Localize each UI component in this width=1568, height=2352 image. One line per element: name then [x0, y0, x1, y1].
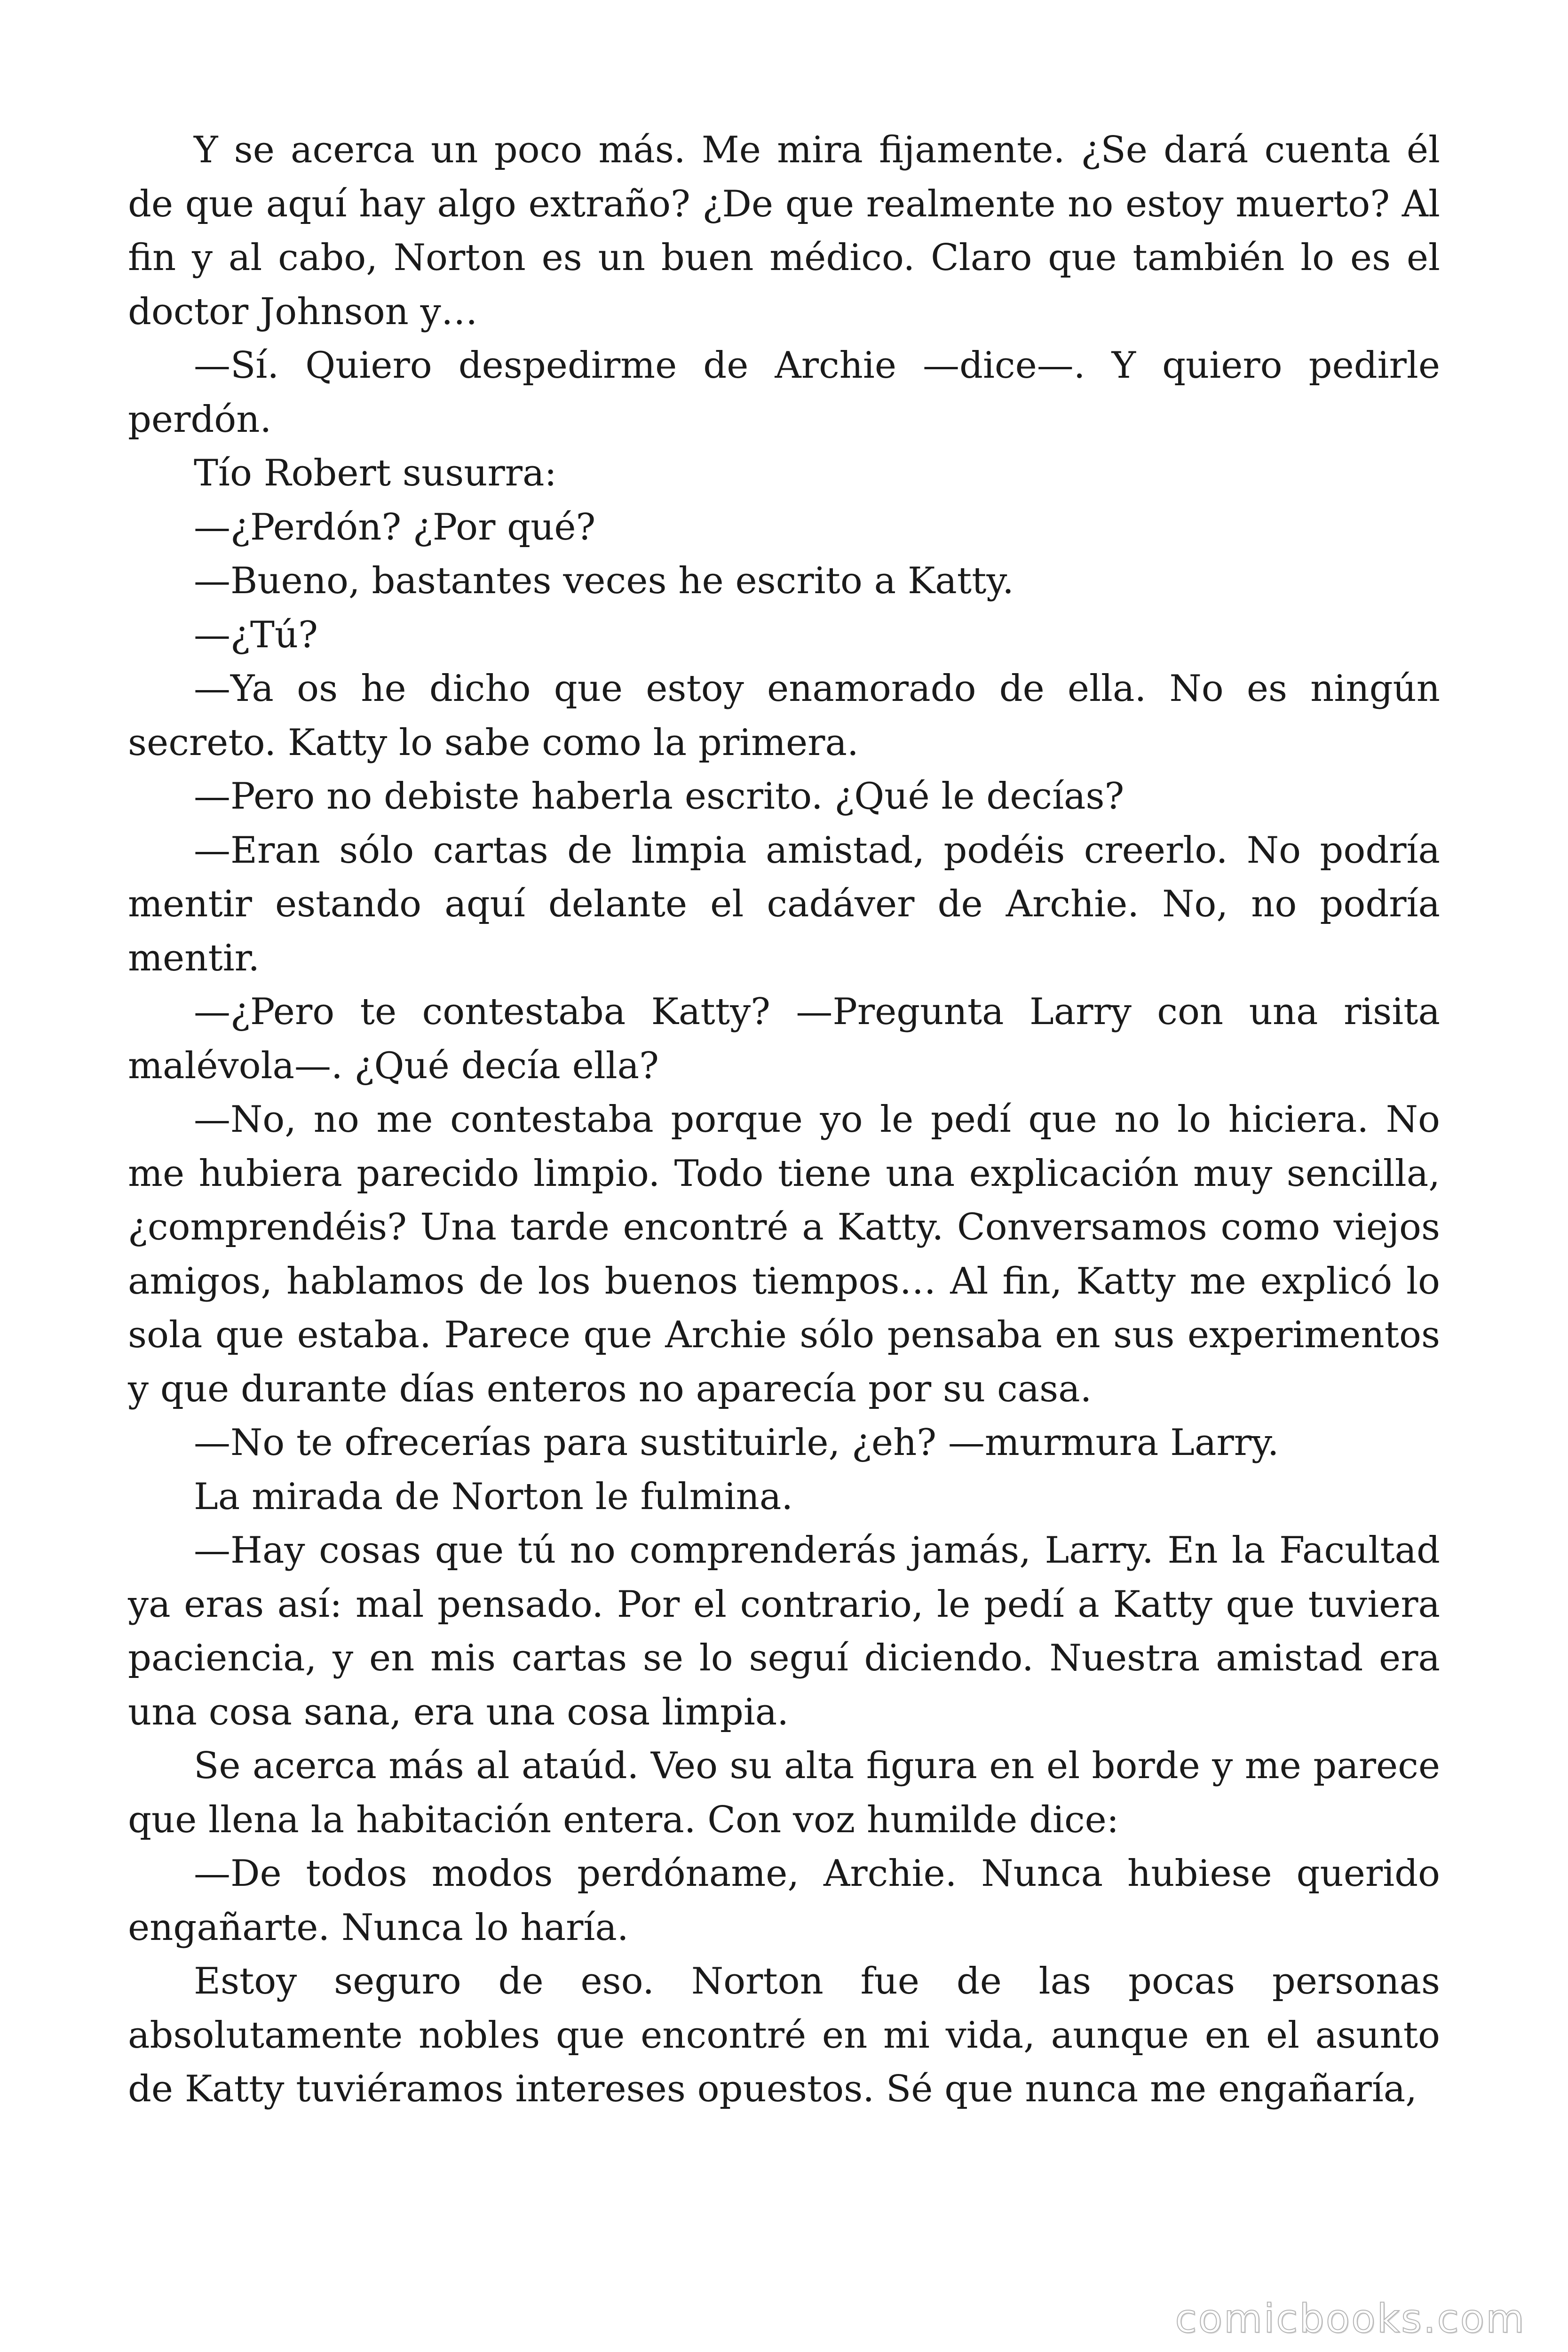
paragraph-5: —Bueno, bastantes veces he escrito a Katty.	[194, 560, 1014, 602]
paragraph-6: —¿Tú?	[194, 613, 318, 656]
paragraph-11: —No, no me contestaba porque yo le pedí que no lo hiciera. No me hubiera parecido limpio. Todo tiene una explicación muy sencilla, ¿comprendéis? Una tarde encontré a Katty. Conversamos como viejos amigos, hablamos de los buenos tiempos… Al fin, Katty me explicó lo sola que estaba. Parece que Archie sólo pensaba en sus experimentos y que durante días enteros no aparecía por su casa.	[128, 1098, 1440, 1410]
body-text	[128, 123, 1440, 2116]
paragraph-15: Se acerca más al ataúd. Veo su alta figura en el borde y me parece que llena la habitación entera. Con voz humilde dice:	[128, 1745, 1440, 1841]
paragraph-16: —De todos modos perdóname, Archie. Nunca hubiese querido engañarte. Nunca lo haría.	[128, 1852, 1440, 1949]
paragraph-10: —¿Pero te contestaba Katty? —Pregunta Larry con una risita malévola—. ¿Qué decía ella?	[128, 991, 1440, 1087]
paragraph-13: La mirada de Norton le fulmina.	[194, 1475, 793, 1518]
paragraph-8: —Pero no debiste haberla escrito. ¿Qué le decías?	[194, 775, 1125, 818]
watermark: comicbooks.com	[1175, 2296, 1526, 2342]
paragraph-1: Y se acerca un poco más. Me mira fijamente. ¿Se dará cuenta él de que aquí hay algo extraño? ¿De que realmente no estoy muerto? Al fin y al cabo, Norton es un buen médico. Claro que también lo es el doctor Johnson y…	[128, 129, 1440, 333]
paragraph-2: —Sí. Quiero despedirme de Archie —dice—. Y quiero pedirle perdón.	[128, 344, 1440, 441]
paragraph-3: Tío Robert susurra:	[194, 452, 557, 494]
paragraph-4: —¿Perdón? ¿Por qué?	[194, 506, 596, 548]
paragraph-12: —No te ofrecerías para sustituirle, ¿eh? —murmura Larry.	[194, 1422, 1279, 1464]
paragraph-7: —Ya os he dicho que estoy enamorado de ella. No es ningún secreto. Katty lo sabe como la primera.	[128, 667, 1440, 764]
paragraph-17: Estoy seguro de eso. Norton fue de las pocas personas absolutamente nobles que encontré en mi vida, aunque en el asunto de Katty tuviéramos intereses opuestos. Sé que nunca me engañaría,	[128, 1960, 1440, 2110]
paragraph-9: —Eran sólo cartas de limpia amistad, podéis creerlo. No podría mentir estando aquí delante el cadáver de Archie. No, no podría mentir.	[128, 829, 1440, 979]
paragraph-14: —Hay cosas que tú no comprenderás jamás, Larry. En la Facultad ya eras así: mal pensado. Por el contrario, le pedí a Katty que tuviera paciencia, y en mis cartas se lo seguí diciendo. Nuestra amistad era una cosa sana, era una cosa limpia.	[128, 1529, 1440, 1733]
